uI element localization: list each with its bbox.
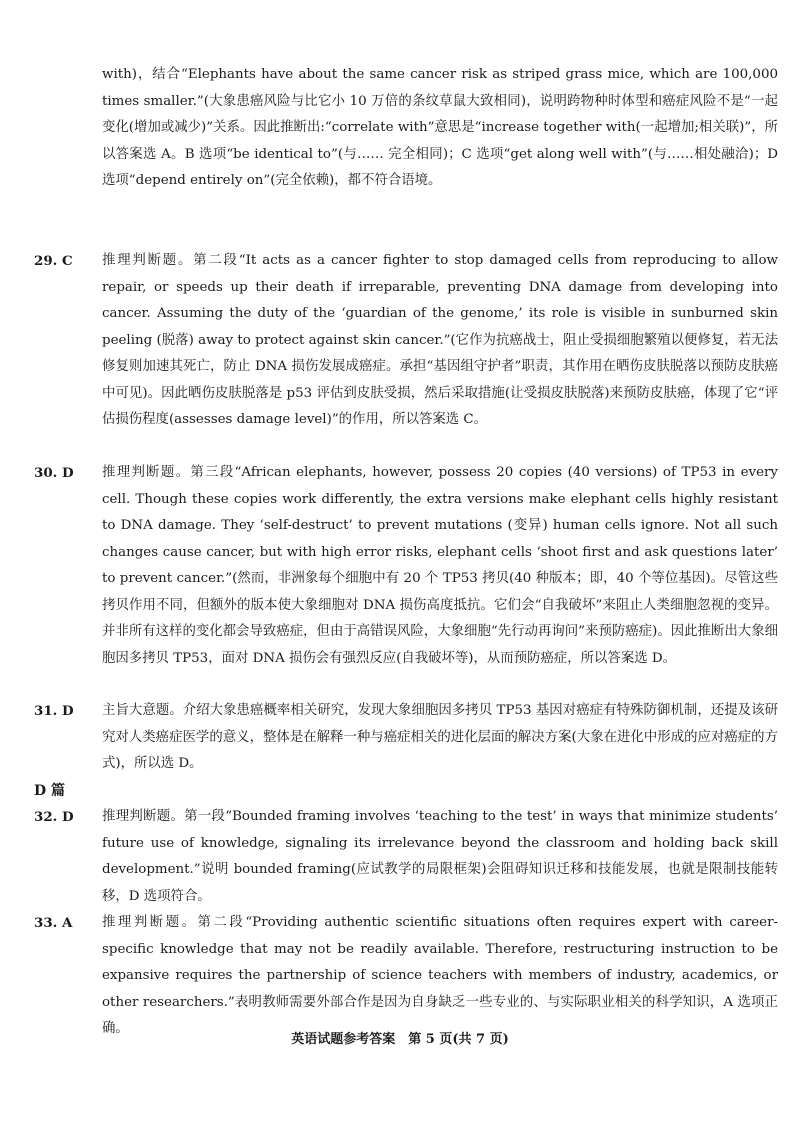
- answer-number: 29. C: [34, 253, 73, 269]
- answer-number: 30. D: [34, 465, 74, 481]
- continued-explanation-paragraph: with)，结合“Elephants have about the same cancer risk as striped grass mice, which are 100,000 times smaller.”(大象患癌风险与比它小 10 万倍的条纹草鼠大致相同)，说明跨物种时体型和癌症风险不是“一起变化(增加或减少)”关系。因此推断出:“correlate with”意思是“increase together with(一起增加;相关联)”，所以答案选 A。B 选项“be identical to”(与…… 完全相同)；C 选项“get along well with”(与……相处融洽)；D 选项“depend entirely on”(完全依赖)，都不符合语境。: [102, 67, 778, 188]
- section-heading-d: D 篇: [34, 783, 66, 799]
- answer-explanation: 推理判断题。第二段“It acts as a cancer fighter to stop damaged cells from reproducing to allow repair, or speeds up their death if irreparable, preventing DNA damage from developing into cancer. Assuming the duty of the ‘guardian of the genome,’ its role is visible in sunburned skin peeling (脱落) away to protect against skin cancer.”(它作为抗癌战士，阻止受损细胞繁殖以便修复，若无法修复则加速其死亡，防止 DNA 损伤发展成癌症。承担“基因组守护者”职责，其作用在晒伤皮肤脱落以预防皮肤癌中可见)。因此晒伤皮肤脱落是 p53 评估到皮肤受损，然后采取措施(让受损皮肤脱落)来预防皮肤癌，体现了它“评估损伤程度(assesses damage level)”的作用，所以答案选 C。: [102, 253, 778, 427]
- answer-explanation: 主旨大意题。介绍大象患癌概率相关研究，发现大象细胞因多拷贝 TP53 基因对癌症有特殊防御机制，还提及该研究对人类癌症医学的意义，整体是在解释一种与癌症相关的进化层面的解决方案(大象在进化中形成的应对癌症的方式)，所以选 D。: [102, 703, 778, 771]
- answer-explanation: 推理判断题。第二段“Providing authentic scientific situations often requires expert with career-specific knowledge that may not be readily available. Therefore, restructuring instruction to be expansive requires the partnership of science teachers with members of industry, academics, or other researchers.”表明教师需要外部合作是因为自身缺乏一些专业的、与实际职业相关的科学知识，A 选项正确。: [102, 915, 778, 1036]
- answer-number: 31. D: [34, 703, 74, 719]
- answer-number: 33. A: [34, 915, 73, 931]
- answer-number: 32. D: [34, 809, 74, 825]
- answer-explanation: 推理判断题。第一段“Bounded framing involves ‘teaching to the test’ in ways that minimize students’ future use of knowledge, signaling its irrelevance beyond the classroom and holding back skill development.”说明 bounded framing(应试教学的局限框架)会阻碍知识迁移和技能发展，也就是限制技能转移，D 选项符合。: [102, 809, 778, 904]
- page-footer: 英语试题参考答案 第 5 页(共 7 页): [291, 1032, 509, 1047]
- answer-explanation: 推理判断题。第三段“African elephants, however, possess 20 copies (40 versions) of TP53 in every cell. Though these copies work differently, the extra versions make elephant cells highly resistant to DNA damage. They ‘self-destruct’ to prevent mutations (变异) human cells ignore. Not all such changes cause cancer, but with high error risks, elephant cells ‘shoot first and ask questions later’ to prevent cancer.”(然而，非洲象每个细胞中有 20 个 TP53 拷贝(40 种版本；即，40 个等位基因)。尽管这些拷贝作用不同，但额外的版本使大象细胞对 DNA 损伤高度抵抗。它们会“自我破坏”来阻止人类细胞忽视的变异。并非所有这样的变化都会导致癌症，但由于高错误风险，大象细胞“先行动再询问”来预防癌症)。因此推断出大象细胞因多拷贝 TP53，面对 DNA 损伤会有强烈反应(自我破坏等)，从而预防癌症，所以答案选 D。: [102, 465, 778, 666]
